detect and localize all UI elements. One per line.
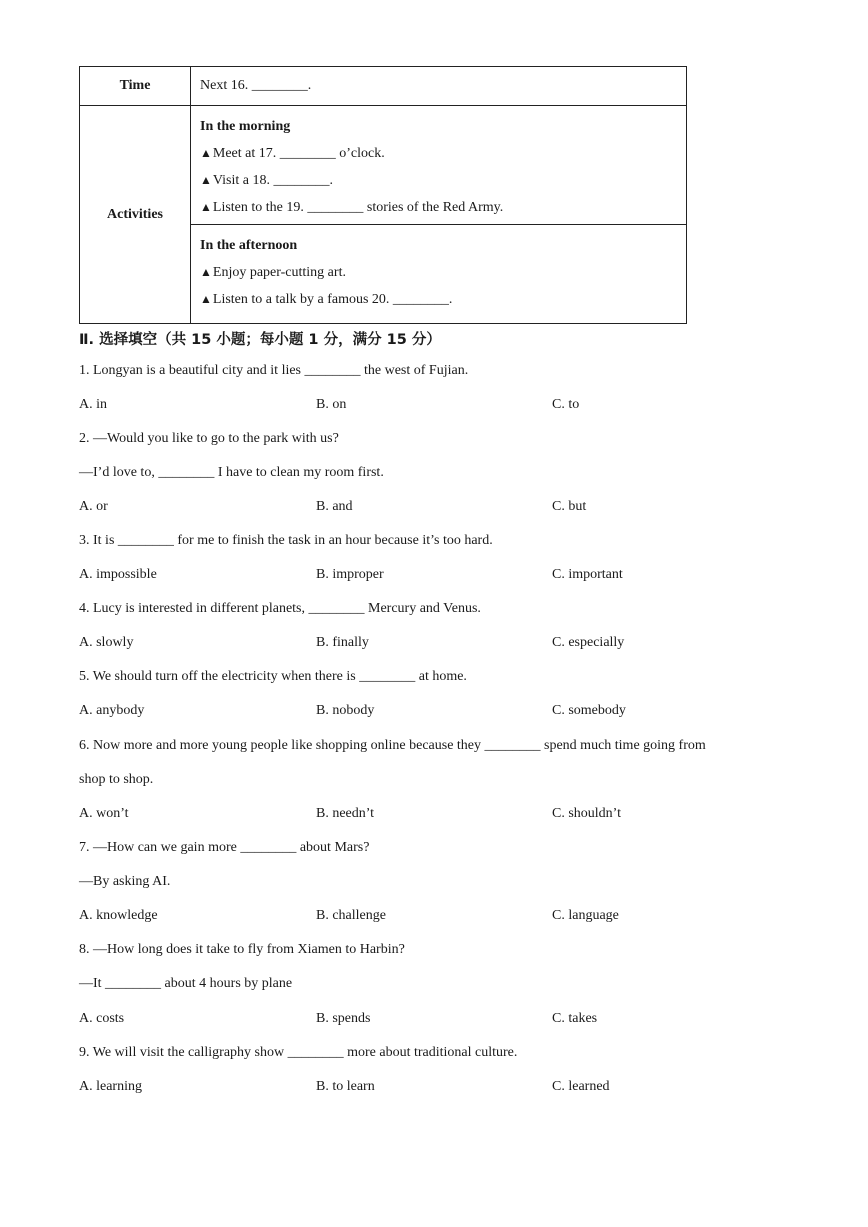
option-c: C. but <box>552 499 587 514</box>
question-stem: 3. It is ________ for me to finish the task in an hour because it’s too hard. <box>79 533 493 548</box>
list-item: ▲Meet at 17. ________ o’clock. <box>200 146 385 161</box>
question-stem: shop to shop. <box>79 772 154 787</box>
afternoon-block <box>191 224 686 323</box>
morning-block <box>191 106 686 224</box>
question-stem: 4. Lucy is interested in different planets, ________ Mercury and Venus. <box>79 601 481 616</box>
option-a: A. knowledge <box>79 908 158 923</box>
option-b: B. nobody <box>316 703 375 718</box>
option-c: C. takes <box>552 1011 598 1026</box>
triangle-bullet-icon: ▲ <box>200 265 212 279</box>
option-b: B. on <box>316 397 347 412</box>
question-stem: —I’d love to, ________ I have to clean my room first. <box>79 465 384 480</box>
question-stem: —It ________ about 4 hours by plane <box>79 976 293 991</box>
question-stem: 9. We will visit the calligraphy show ________ more about traditional culture. <box>79 1045 518 1060</box>
triangle-bullet-icon: ▲ <box>200 200 212 214</box>
option-b: B. needn’t <box>316 806 375 821</box>
option-c: C. somebody <box>552 703 626 718</box>
activity-notice-table <box>79 66 687 324</box>
question-stem: —By asking AI. <box>79 874 171 889</box>
triangle-bullet-icon: ▲ <box>200 292 212 306</box>
time-value: Next 16. ________. <box>191 67 687 106</box>
option-a: A. slowly <box>79 635 134 650</box>
option-a: A. won’t <box>79 806 129 821</box>
option-a: A. or <box>79 499 108 514</box>
question-stem: 6. Now more and more young people like shopping online because they ________ spend much time going from <box>79 738 706 753</box>
question-stem: 2. —Would you like to go to the park with us? <box>79 431 339 446</box>
option-c: C. important <box>552 567 623 582</box>
triangle-bullet-icon: ▲ <box>200 146 212 160</box>
option-c: C. language <box>552 908 619 923</box>
option-c: C. to <box>552 397 580 412</box>
question-stem: 7. —How can we gain more ________ about Mars? <box>79 840 370 855</box>
option-c: C. shouldn’t <box>552 806 621 821</box>
afternoon-title: In the afternoon <box>200 238 298 253</box>
table-row-activities <box>80 106 687 324</box>
option-a: A. costs <box>79 1011 125 1026</box>
option-b: B. challenge <box>316 908 386 923</box>
option-a: A. learning <box>79 1079 142 1094</box>
list-item: ▲Enjoy paper-cutting art. <box>200 265 346 280</box>
section-title: Ⅱ. 选择填空（共 15 小题；每小题 1 分，满分 15 分） <box>79 332 441 348</box>
option-a: A. impossible <box>79 567 157 582</box>
option-a: A. anybody <box>79 703 145 718</box>
option-a: A. in <box>79 397 107 412</box>
time-header: Time <box>80 67 191 106</box>
question-stem: 1. Longyan is a beautiful city and it lies ________ the west of Fujian. <box>79 363 469 378</box>
option-b: B. to learn <box>316 1079 375 1094</box>
list-item: ▲Listen to the 19. ________ stories of the Red Army. <box>200 200 504 215</box>
option-c: C. especially <box>552 635 625 650</box>
option-b: B. spends <box>316 1011 371 1026</box>
activities-cell <box>191 106 687 324</box>
table-row-time <box>80 67 687 106</box>
question-stem: 5. We should turn off the electricity when there is ________ at home. <box>79 669 467 684</box>
option-b: B. finally <box>316 635 369 650</box>
option-c: C. learned <box>552 1079 610 1094</box>
triangle-bullet-icon: ▲ <box>200 173 212 187</box>
list-item: ▲Listen to a talk by a famous 20. ________. <box>200 292 453 307</box>
option-b: B. and <box>316 499 353 514</box>
option-b: B. improper <box>316 567 384 582</box>
morning-title: In the morning <box>200 119 291 134</box>
question-stem: 8. —How long does it take to fly from Xiamen to Harbin? <box>79 942 405 957</box>
activities-header: Activities <box>80 106 191 324</box>
list-item: ▲Visit a 18. ________. <box>200 173 333 188</box>
